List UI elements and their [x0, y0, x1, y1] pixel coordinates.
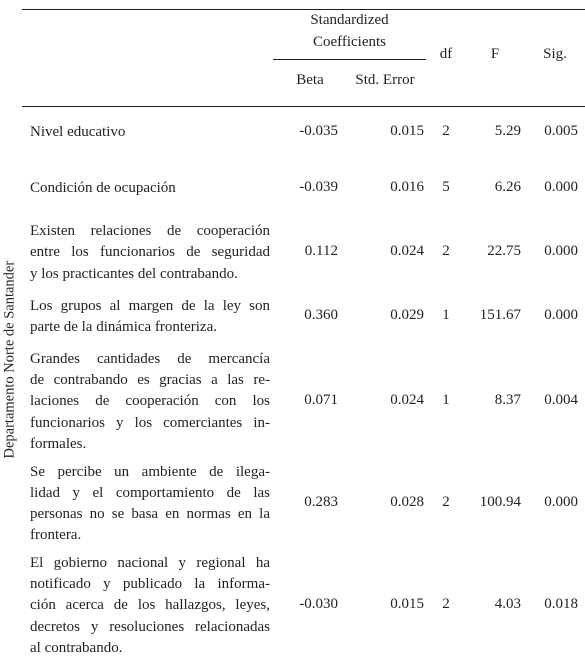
- cell-f: 151.67: [479, 307, 521, 323]
- column-header-df: df: [439, 46, 453, 62]
- cell-std-error: 0.016: [390, 179, 424, 195]
- cell-df: 5: [442, 179, 450, 195]
- cell-df: 2: [442, 243, 450, 259]
- cell-sig: 0.000: [544, 494, 578, 510]
- cell-f: 100.94: [479, 494, 521, 510]
- column-header-beta: Beta: [296, 72, 324, 88]
- row-label-line: Condición de ocupación: [30, 180, 176, 197]
- row-label-line: Grandes cantidades de mercancía: [30, 351, 270, 367]
- top-rule: [22, 9, 585, 10]
- row-label-line: decretos y resoluciones relacionadas: [30, 618, 270, 635]
- row-label-line: El gobierno nacional y regional ha: [30, 555, 270, 571]
- row-label-line: Nivel educativo: [30, 124, 126, 141]
- cell-df: 1: [442, 307, 450, 323]
- row-label-line: Los grupos al margen de la ley son: [30, 297, 270, 314]
- row-label-line: personas no se basa en normas en la: [30, 506, 270, 522]
- row-label-line: formales.: [30, 435, 87, 452]
- column-header-std-error: Std. Error: [355, 72, 415, 88]
- column-header-f: F: [490, 46, 500, 62]
- row-label: [30, 296, 270, 338]
- row-label-line: laciones de cooperación con los: [30, 393, 270, 410]
- row-label-line: ción acerca de los hallazgos, leyes,: [30, 597, 270, 614]
- cell-f: 8.37: [494, 392, 521, 408]
- row-label-line: al contrabando.: [30, 639, 123, 656]
- row-label-line: funcionarios y los comerciantes in-: [30, 414, 270, 431]
- cell-df: 2: [442, 123, 450, 139]
- cell-beta: 0.071: [304, 392, 338, 408]
- cell-sig: 0.000: [544, 243, 578, 259]
- group-rule: [273, 59, 426, 60]
- row-label: [30, 349, 270, 455]
- cell-sig: 0.018: [544, 596, 578, 612]
- row-label-line: de contrabando es gracias a las re-: [30, 372, 270, 389]
- side-label: Departamento Norte de Santander: [1, 260, 18, 459]
- cell-beta: 0.283: [304, 494, 338, 510]
- row-label-line: Se percibe un ambiente de ilega-: [30, 463, 270, 480]
- cell-beta: 0.360: [304, 307, 338, 323]
- cell-f: 4.03: [494, 596, 521, 612]
- cell-std-error: 0.028: [390, 494, 424, 510]
- group-header-line1: Standardized: [310, 12, 389, 28]
- cell-std-error: 0.024: [390, 392, 424, 408]
- row-label: [30, 553, 270, 659]
- cell-sig: 0.004: [544, 392, 578, 408]
- row-label: [30, 122, 270, 143]
- row-label-line: y los practicantes del contrabando.: [30, 265, 238, 282]
- row-label: [30, 462, 270, 547]
- cell-beta: 0.112: [304, 243, 338, 259]
- row-label-line: notificado y publicado la informa-: [30, 576, 270, 593]
- cell-sig: 0.000: [544, 179, 578, 195]
- cell-f: 6.26: [494, 179, 521, 195]
- row-label-line: frontera.: [30, 527, 82, 544]
- group-header-line2: Coefficients: [312, 34, 387, 50]
- row-label-line: parte de la dinámica fronteriza.: [30, 319, 217, 335]
- cell-beta: -0.039: [299, 179, 338, 195]
- cell-std-error: 0.015: [390, 596, 424, 612]
- cell-beta: -0.030: [299, 596, 338, 612]
- cell-std-error: 0.029: [390, 307, 424, 323]
- cell-sig: 0.005: [544, 123, 578, 139]
- row-label: [30, 178, 270, 199]
- header-rule: [22, 106, 585, 107]
- row-label-line: entre los funcionarios de seguridad: [30, 244, 270, 261]
- cell-f: 5.29: [494, 123, 521, 139]
- cell-std-error: 0.015: [390, 123, 424, 139]
- cell-std-error: 0.024: [390, 243, 424, 259]
- row-label-line: lidad y el comportamiento de las: [30, 484, 270, 501]
- cell-df: 2: [442, 596, 450, 612]
- row-label-line: Existen relaciones de cooperación: [30, 223, 270, 240]
- cell-f: 22.75: [487, 243, 521, 259]
- column-header-sig: Sig.: [543, 46, 567, 62]
- cell-beta: -0.035: [299, 123, 338, 139]
- cell-df: 2: [442, 494, 450, 510]
- cell-sig: 0.000: [544, 307, 578, 323]
- cell-df: 1: [442, 392, 450, 408]
- row-label: [30, 221, 270, 285]
